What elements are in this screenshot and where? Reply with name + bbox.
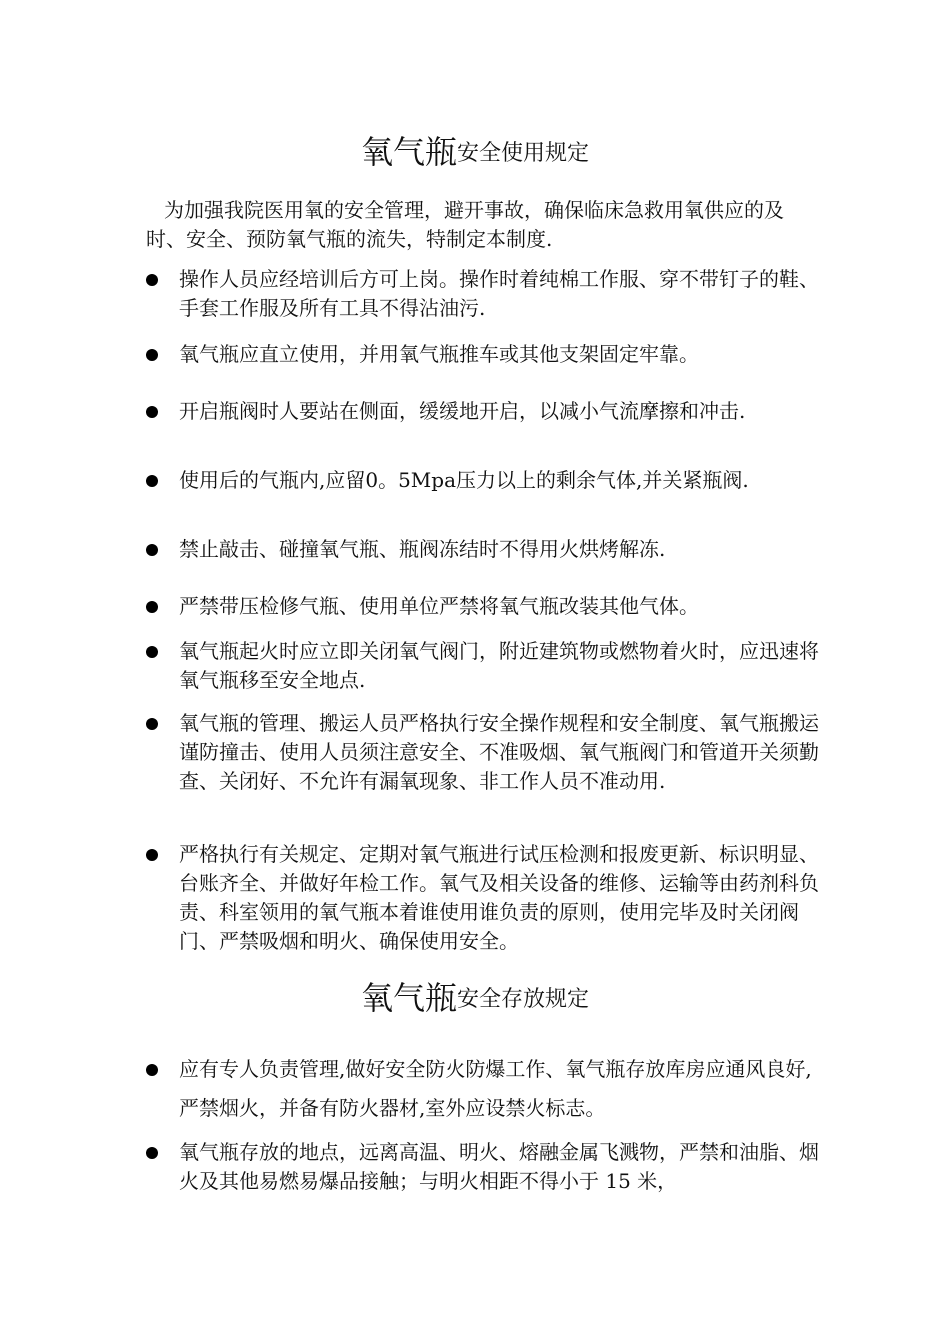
usage-rule-9-text: 严格执行有关规定、定期对氧气瓶进行试压检测和报废更新、标识明显、台账齐全、并做好年检工作。氧气及相关设备的维修、运输等由药剂科负责、科室领用的氧气瓶本着谁使用谁负责的原则，使用完毕及时关闭阀门、严禁吸烟和明火、确保使用安全。 — [179, 842, 819, 953]
usage-rule-1-text: 操作人员应经培训后方可上岗。操作时着纯棉工作服、穿不带钉子的鞋、手套工作服及所有工具不得沾油污. — [179, 267, 819, 320]
title-big-text: 氧气瓶 — [360, 979, 457, 1017]
title-big-text: 氧气瓶 — [360, 133, 457, 171]
usage-rule-6-text: 严禁带压检修气瓶、使用单位严禁将氧气瓶改装其他气体。 — [179, 594, 699, 618]
bullet-icon — [146, 1064, 158, 1076]
bullet-icon — [146, 349, 158, 361]
usage-rule-7-text: 氧气瓶起火时应立即关闭氧气阀门，附近建筑物或燃物着火时，应迅速将氧气瓶移至安全地点. — [179, 639, 819, 692]
bullet-icon — [146, 274, 158, 286]
bullet-icon — [146, 718, 158, 730]
usage-rule-8-text: 氧气瓶的管理、搬运人员严格执行安全操作规程和安全制度、氧气瓶搬运谨防撞击、使用人员须注意安全、不准吸烟、氧气瓶阀门和管道开关须勤查、关闭好、不允许有漏氧现象、非工作人员不准动用. — [179, 711, 819, 793]
usage-rule-1 — [146, 265, 826, 323]
section-title-usage — [0, 132, 950, 174]
usage-rule-5 — [146, 535, 826, 564]
storage-rule-2-text: 氧气瓶存放的地点，远离高温、明火、熔融金属飞溅物，严禁和油脂、烟火及其他易燃易爆品接触；与明火相距不得小于 15 米， — [179, 1140, 819, 1193]
usage-rule-2 — [146, 340, 826, 369]
storage-rule-1 — [146, 1050, 826, 1128]
section-title-storage — [0, 978, 950, 1020]
bullet-icon — [146, 646, 158, 658]
title-small-text: 安全存放规定 — [457, 987, 590, 1012]
usage-rule-3 — [146, 397, 826, 426]
intro-paragraph: 为加强我院医用氧的安全管理，避开事故，确保临床急救用氧供应的及时、安全、预防氧气瓶的流失，特制定本制度. — [146, 198, 784, 251]
usage-rule-4-text: 使用后的气瓶内,应留0。5Mpa压力以上的剩余气体,并关紧瓶阀. — [179, 468, 749, 492]
title-small-text: 安全使用规定 — [457, 141, 590, 166]
bullet-icon — [146, 544, 158, 556]
bullet-icon — [146, 406, 158, 418]
storage-rule-2 — [146, 1138, 826, 1196]
usage-rule-6 — [146, 592, 826, 621]
usage-rule-5-text: 禁止敲击、碰撞氧气瓶、瓶阀冻结时不得用火烘烤解冻. — [179, 537, 666, 561]
usage-rule-2-text: 氧气瓶应直立使用，并用氧气瓶推车或其他支架固定牢靠。 — [179, 342, 699, 366]
bullet-icon — [146, 601, 158, 613]
bullet-icon — [146, 849, 158, 861]
bullet-icon — [146, 475, 158, 487]
usage-rule-4 — [146, 466, 826, 495]
usage-rule-9 — [146, 840, 826, 956]
usage-rule-3-text: 开启瓶阀时人要站在侧面，缓缓地开启，以减小气流摩擦和冲击. — [179, 399, 746, 423]
usage-rule-7 — [146, 637, 826, 695]
bullet-icon — [146, 1147, 158, 1159]
storage-rule-1-text: 应有专人负责管理,做好安全防火防爆工作、氧气瓶存放库房应通风良好,严禁烟火，并备有防火器材,室外应设禁火标志。 — [179, 1057, 812, 1120]
usage-rule-8 — [146, 709, 826, 796]
